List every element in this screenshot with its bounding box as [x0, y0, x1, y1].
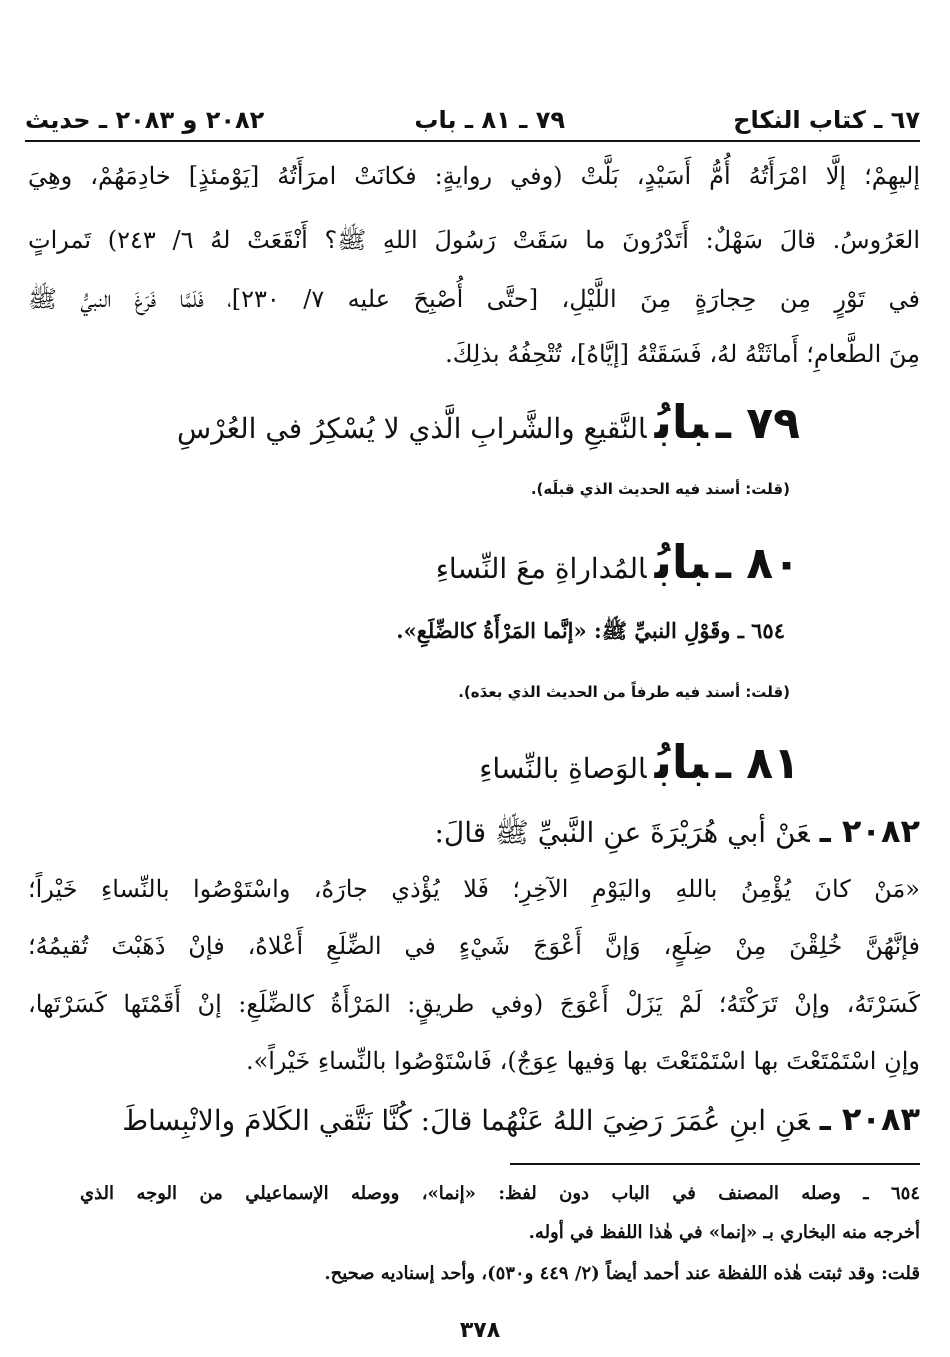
chapter-81-heading — [479, 735, 800, 789]
hadith-2083-heading — [122, 1100, 920, 1138]
hadith-number: ٢٠٨٢ ـ — [819, 812, 920, 850]
hadith-chain: عَنِ ابنِ عُمَرَ رَضِيَ اللهُ عَنْهُما قالَ: كُنَّا نَتَّقي الكَلامَ والانْبِساطَ — [122, 1104, 810, 1137]
chapter-79-heading — [177, 395, 800, 449]
header-book-title: ٦٧ ـ كتاب النكاح — [733, 106, 920, 134]
hadith-2082-heading — [434, 812, 920, 856]
intro-line-4: مِنَ الطَّعامِ؛ أَماثَتْهُ لهُ، فَسَقَتْهُ [إيَّاهُ]، تُتْحِفُهُ بذلِكَ. — [445, 340, 920, 368]
chapter-bab: بابُ — [654, 395, 708, 449]
text-654: ٦٥٤ ـ وقَوْلِ النبيِّ ﷺ: «إنَّما المَرْأَةُ كالضِّلَعِ». — [396, 618, 785, 643]
chapter-title: النَّقيعِ والشَّرابِ الَّذي لا يُسْكِرُ في العُرْسِ — [177, 412, 647, 445]
chapter-title: الوَصاةِ بالنِّساءِ — [479, 752, 647, 785]
chapter-79-note: (قلت: أسند فيه الحديث الذي قبلَه). — [530, 480, 790, 498]
chapter-80-heading — [436, 535, 800, 589]
chapter-number: ٨١ ـ — [715, 738, 800, 789]
intro-line-3: في تَوْرٍ مِن حِجارَةٍ مِنَ اللَّيْلِ، [حتَّى أُصْبِحَ عليه ٧/ ٢٣٠]، فَلَمَّا فَرَغَ النبيُّ ﷺ — [28, 285, 921, 313]
footnote-line-2: أخرجه منه البخاري بـ «إنما» في هٰذا اللفظ في أوله. — [528, 1222, 920, 1243]
chapter-number: ٨٠ ـ — [715, 538, 800, 589]
chapter-80-note: (قلت: أسند فيه طرفاً من الحديث الذي بعدَه). — [458, 683, 790, 701]
chapter-number: ٧٩ ـ — [715, 398, 800, 449]
footnote-line-1: ٦٥٤ ـ وصله المصنف في الباب دون لفظ: «إنما»، ووصله الإسماعيلي من الوجه الذي — [80, 1183, 920, 1204]
chapter-bab: بابُ — [654, 735, 708, 789]
running-header — [25, 100, 920, 142]
intro-line-2: العَرُوسُ. قالَ سَهْلٌ: أَتَدْرُونَ ما سَقَتْ رَسُولَ اللهِ ﷺ؟ أَنْقَعَتْ لهُ ٦/ ٢٤٣) تَمراتٍ — [28, 226, 920, 254]
page-number: ٣٧٨ — [459, 1318, 501, 1343]
header-hadith-range: ٢٠٨٢ و ٢٠٨٣ ـ حديث — [25, 106, 265, 134]
chapter-title: المُداراةِ معَ النِّساءِ — [435, 552, 647, 585]
footnote-divider — [510, 1163, 920, 1165]
hadith-2082-line-1: «مَنْ كانَ يُؤْمِنُ باللهِ واليَوْمِ الآخِرِ؛ فَلا يُؤْذي جارَهُ، واسْتَوْصُوا بالنِّساءِ خَيْراً؛ — [28, 875, 920, 903]
intro-line-1: إليهِمْ؛ إلَّا امْرَأَتُهُ أُمُّ أَسَيْدٍ، بَلَّتْ (وفي روايةٍ: فكانَتْ امرَأَتُهُ [يَوْمئذٍ] خادِمَهُمْ، وهِيَ — [28, 162, 920, 190]
chapter-bab: بابُ — [654, 535, 708, 589]
hadith-chain: عَنْ أبي هُرَيْرَةَ عنِ النَّبيِّ ﷺ قالَ: — [434, 816, 810, 849]
hadith-2082-line-3: كَسَرْتَهُ، وإنْ تَرَكْتَهُ؛ لَمْ يَزَلْ أَعْوَجَ (وفي طريقٍ: المَرْأَةُ كالضِّلَعِ: إنْ أَقَمْتَها كَسَرْتَها، — [28, 990, 920, 1018]
footnote-line-3: قلت: وقد ثبتت هٰذه اللفظة عند أحمد أيضاً (٢/ ٤٤٩ و٥٣٠)، وأحد إسناديه صحيح. — [324, 1263, 920, 1284]
hadith-2082-line-4: وإنِ اسْتَمْتَعْتَ بها اسْتَمْتَعْتَ بها وَفيها عِوَجٌ)، فَاسْتَوْصُوا بالنِّساءِ خَيْراً». — [245, 1047, 920, 1075]
header-chapter-range: ٧٩ ـ ٨١ ـ باب — [414, 106, 565, 134]
hadith-2082-line-2: فإنَّهُنَّ خُلِقْنَ مِنْ ضِلَعٍ، وَإنَّ أَعْوَجَ شَيْءٍ في الضِّلَعِ أَعْلاهُ، فإنْ ذَهَبْتَ تُقيمُهُ؛ — [28, 932, 920, 960]
hadith-number: ٢٠٨٣ ـ — [819, 1100, 920, 1138]
